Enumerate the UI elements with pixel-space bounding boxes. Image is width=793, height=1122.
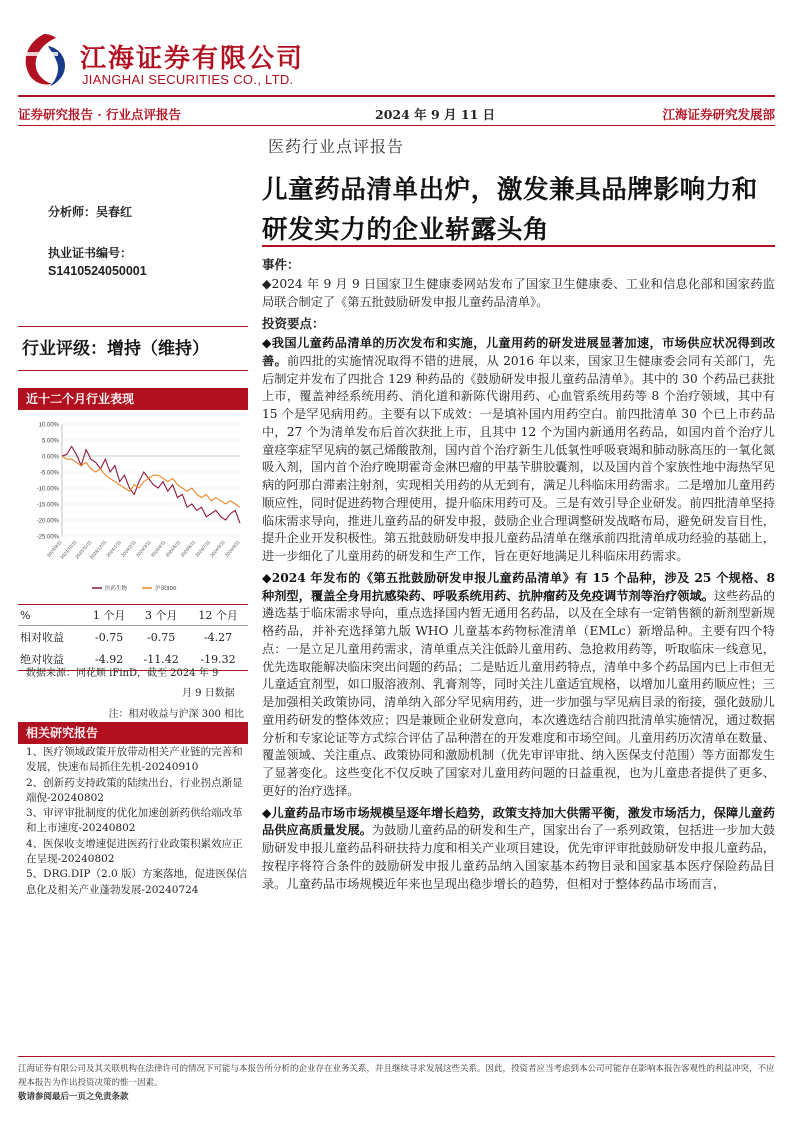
- header-divider-bottom: [18, 125, 775, 126]
- performance-table: [18, 604, 248, 671]
- y-tick-label: -5.00%: [39, 470, 59, 477]
- table-cell: -4.92: [84, 648, 134, 671]
- report-series: 证券研究报告 · 行业点评报告: [18, 107, 182, 122]
- series-line-0: [62, 446, 240, 523]
- table-cell: 相对收益: [20, 631, 64, 644]
- y-tick-label: -25.00%: [36, 534, 59, 541]
- performance-chart-svg: [22, 416, 248, 602]
- table-cell: 绝对收益: [18, 648, 84, 671]
- disclaimer-link[interactable]: 敬请参阅最后一页之免责条款: [18, 1092, 129, 1102]
- x-tick-label: 2023/11/11: [74, 539, 93, 560]
- y-tick-label: -15.00%: [36, 502, 59, 509]
- department: 江海证券研究发展部: [662, 107, 775, 122]
- performance-chart: [22, 416, 248, 602]
- point-2-summary: ◆2024 年发布的《第五批鼓励研发申报儿童药品清单》有 15 个品种，涉及 25 个规格、8 种剂型，覆盖全身用抗感染药、呼吸系统用药、抗肿瘤药及免疫调节剂等治疗领域。: [262, 570, 775, 603]
- related-report-item[interactable]: 3、审评审批制度的优化加速创新药供给端改革和上市速度-20240802: [26, 807, 243, 835]
- event-text: ◆2024 年 9 月 9 日国家卫生健康委网站发布了国家卫生健康委、工业和信息化部和国家药监局联合制定了《第五批鼓励研发申报儿童药品清单》。: [262, 276, 775, 309]
- x-tick-label: 2024/7/11: [194, 539, 212, 559]
- data-source: [26, 664, 248, 704]
- report-body: [262, 254, 775, 897]
- point-3-summary: ◆儿童药品市场市场规模呈逐年增长趋势，政策支持加大供需平衡，激发市场活力，保障儿童药品供应高质量发展。: [262, 805, 775, 838]
- point-3: [262, 805, 775, 894]
- title-underline: [262, 245, 775, 247]
- y-tick-label: -20.00%: [36, 518, 59, 525]
- rating-divider: [18, 326, 248, 327]
- related-report-item[interactable]: 1、医疗领域政策开放带动相关产业链的完善和发展，快速布局抓住先机-20240910: [26, 746, 243, 774]
- point-1-detail: 前四批的实施情况取得不错的进展，从 2016 年以来，国家卫生健康委会同有关部门，先后制定并发布了四批合 129 种药品的《鼓励研发申报儿童药品清单》。其中的 30 个药品已获批上市，覆盖神经系统用药、消化道和新陈代谢用药、心血管系统用药等 8 个治疗领域，其中有 15 个是罕见病用药。主要有以下成效：一是填补国内用药空白。前四批清单 30 个已上市药品中，27 个为清单发布后首次获批上市，且其中 12 个为国内新通用名药品，如国内首个治疗儿童痉挛症罕见病的氨己烯酸散剂，国内首个治疗新生儿低氧性呼吸衰竭和肺动脉高压的一氧化氮吸入剂，国内首个治疗晚期霍奇金淋巴瘤的甲基苄肼胶囊剂，以及国内首个家族性地中海热罕见病的阿那白滞素注射剂，实现相关用药的从无到有，满足儿科临床用药需求。二是增加儿童用药顺应性，同时促进药物合理使用，提升临床用药可及。三是有效引导企业研发。前四批清单坚持临床需求导向，推进儿童药品的研发申报，鼓励企业合理调整研发战略布局，避免研发盲目性，提升企业开发积极性。第五批鼓励研发申报儿童药品清单在继承前四批清单成功经验的基础上，进一步细化了儿童用药的研发和生产工作，旨在更好地满足儿科临床用药需求。: [262, 353, 776, 563]
- x-tick-label: 2024/9/11: [224, 539, 241, 559]
- data-source-line2: 月 9 日数据: [182, 688, 235, 699]
- rating-divider-bottom: [18, 370, 248, 371]
- related-section-title: 相关研究报告: [18, 722, 248, 744]
- table-cell: -0.75: [95, 630, 124, 644]
- related-report-item[interactable]: 2、创新药支持政策的陆续出台，行业拐点渐显端倪-20240802: [26, 776, 243, 804]
- x-tick-label: 2024/3/11: [135, 539, 152, 559]
- table-header: 3 个月: [134, 605, 188, 626]
- x-tick-label: 2024/4/11: [149, 539, 167, 559]
- point-2-detail: 这些药品的遴选基于临床需求导向，重点选择国内暂无通用名药品，以及在全球有一定销售额的新剂型新规格药品，并补充选择第九版 WHO 儿童基本药物标准清单（EMLc）新增品种。主要有四个特点：一是立足儿童用药需求，清单重点关注低龄儿童用药、急抢救用药等，听取临床一线意见，优先选取能解决临床突出问题的药品；二是贴近儿童用药特点，清单中多个药品国内已上市但无儿童适宜剂型，如口服溶液剂、乳膏剂等，同时关注儿童适宜规格，以增加儿童用药顺应性；三是加强相关政策协同，清单纳入部分罕见病用药，进一步加强与罕见病目录的衔接，强化鼓励儿童用药研发的整体效应；四是兼顾企业研发意向，本次遴选结合前四批清单实施情况，通过数据分析和专家论证等方式综合评估了品种潜在的开发难度和市场空间。儿童用药历次清单在数量、覆盖领域、关注重点、政策协同和激励机制（优先审评审批、纳入医保支付范围）等方面都发生了显著变化。这些变化不仅反映了国家对儿童用药问题的日益重视，也为儿童患者提供了更多、更好的治疗选择。: [262, 588, 776, 798]
- cert-label: 执业证书编号：: [48, 246, 133, 260]
- table-row: [18, 626, 248, 649]
- data-note: 注：相对收益与沪深 300 相比: [108, 709, 244, 720]
- x-tick-label: 2024/1/11: [105, 539, 123, 559]
- x-tick-label: 2024/8/11: [209, 539, 226, 559]
- table-cell: -0.75: [147, 630, 176, 644]
- legend-label: 沪深300: [155, 586, 177, 592]
- y-tick-label: 5.00%: [41, 438, 59, 445]
- report-type: 医药行业点评报告: [268, 137, 405, 156]
- point-2: [262, 570, 775, 801]
- table-cell: -11.42: [134, 648, 188, 671]
- y-tick-label: 0.00%: [41, 454, 59, 461]
- legend-label: 医药生物: [105, 586, 128, 592]
- header-divider: [18, 95, 775, 97]
- table-cell: -19.32: [188, 648, 248, 671]
- table-cell: -4.27: [203, 630, 233, 644]
- y-tick-label: 10.00%: [38, 422, 59, 429]
- x-tick-label: 2024/6/11: [179, 539, 197, 559]
- footer-divider: [18, 1056, 775, 1057]
- table-header: 1 个月: [84, 605, 134, 626]
- chart-section-title: 近十二个月行业表现: [18, 388, 248, 410]
- table-header: %: [18, 605, 84, 626]
- industry-rating: 行业评级：增持（维持）: [22, 339, 209, 359]
- point-1-summary: ◆我国儿童药品清单的历次发布和实施，儿童用药的研发进展显著加速，市场供应状况得到改善。: [262, 336, 775, 368]
- related-reports: [26, 745, 248, 898]
- footer: [18, 1062, 775, 1104]
- company-name-cn: 江海证券有限公司: [80, 44, 305, 74]
- disclaimer-text: 江海证券有限公司及其关联机构在法律许可的情况下可能与本报告所分析的企业存在业务关系，并且继续寻求发展这些关系。因此，投资者应当考虑到本公司可能存在影响本报告客观性的利益冲突，不应视本报告为作出投资决策的惟一因素。: [18, 1064, 775, 1088]
- related-report-item[interactable]: 4、医保收支增速促进医药行业政策积累效应正在呈现-20240802: [26, 837, 243, 866]
- table-header: 12 个月: [188, 605, 248, 626]
- report-date: 2024 年 9 月 11 日: [375, 107, 496, 122]
- x-tick-label: 2023/10/11: [59, 539, 78, 560]
- company-logo-icon: [18, 32, 70, 88]
- related-report-item[interactable]: 5、DRG.DIP（2.0 版）方案落地，促进医保信息化及相关产业蓬勃发展-20240724: [26, 868, 248, 896]
- y-tick-label: -10.00%: [36, 486, 59, 493]
- x-tick-label: 2024/5/11: [164, 539, 182, 559]
- point-3-detail: 为鼓励儿童药品的研发和生产，国家出台了一系列政策，包括进一步加大鼓励研发申报儿童药品科研扶持力度和相关产业项目建设，优先审评审批鼓励研发申报儿童药品，按程序将符合条件的鼓励研发申报儿童药品纳入国家基本药物目录和国家基本医疗保险药品目录。儿童药品市场规模近年来也呈现出稳步增长的趋势，但相对于整体药品市场而言，: [262, 823, 776, 891]
- data-source-line1: 数据来源：同花顺 iFinD，截至 2024 年 9: [26, 668, 219, 679]
- point-1: [262, 335, 775, 566]
- x-tick-label: 2024/2/11: [120, 539, 137, 559]
- page-title: 儿童药品清单出炉，激发兼具品牌影响力和研发实力的企业崭露头角: [262, 175, 758, 245]
- event-heading: 事件：: [262, 257, 300, 272]
- points-heading: 投资要点：: [262, 316, 325, 332]
- analyst-name: 分析师：吴春红: [48, 205, 133, 219]
- header-bar: [18, 101, 775, 125]
- x-tick-label: 2023/9/11: [46, 539, 63, 559]
- company-name-en: JIANGHAI SECURITIES CO., LTD.: [82, 72, 294, 87]
- cert-number: S1410524050001: [48, 264, 147, 278]
- x-tick-label: 2023/12/11: [88, 539, 108, 560]
